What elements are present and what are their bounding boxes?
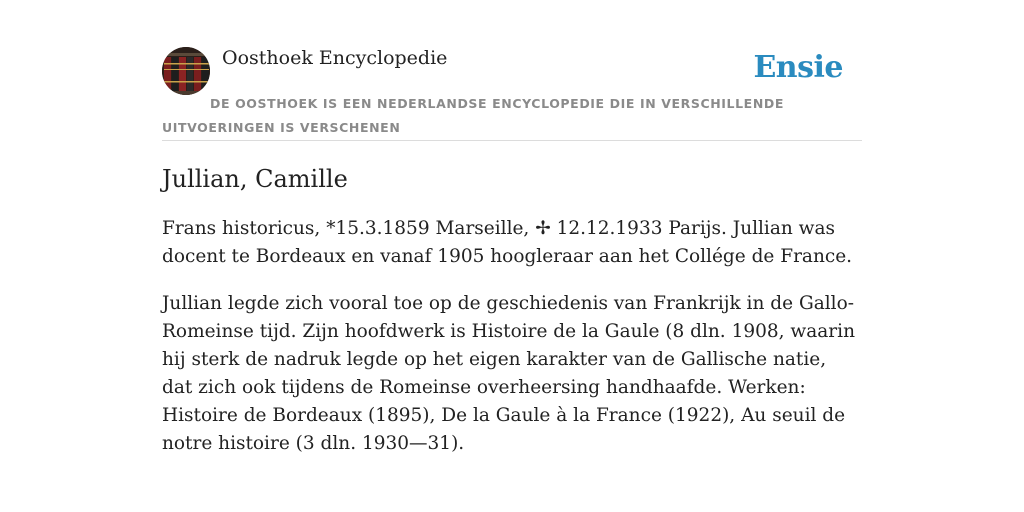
book-spines-avatar[interactable]	[162, 47, 210, 95]
ensie-logo[interactable]: Ensie	[753, 50, 843, 85]
article-paragraph: Frans historicus, *15.3.1859 Marseille, ✢ 12.12.1933 Parijs. Jullian was docent te Bordeaux en vanaf 1905 hoogleraar aan het Collége de France.	[162, 218, 853, 267]
article-card	[162, 44, 862, 458]
site-tagline: DE OOSTHOEK IS EEN NEDERLANDSE ENCYCLOPEDIE DIE IN VERSCHILLENDE UITVOERINGEN IS VERSCHENEN	[162, 96, 784, 135]
article-title: Jullian, Camille	[162, 165, 348, 193]
site-name[interactable]: Oosthoek Encyclopedie	[222, 47, 448, 69]
site-header	[162, 44, 862, 141]
book-spines-icon	[162, 47, 210, 95]
article-paragraph: Jullian legde zich vooral toe op de geschiedenis van Frankrijk in de Gallo-Romeinse tijd. Zijn hoofdwerk is Histoire de la Gaule (8 dln. 1908, waarin hij sterk de nadruk legde op het eigen karakter van de Gallische natie, dat zich ook tijdens de Romeinse overheersing handhaafde. Werken: Histoire de Bordeaux (1895), De la Gaule à la France (1922), Au seuil de notre histoire (3 dln. 1930—31).	[162, 293, 855, 454]
